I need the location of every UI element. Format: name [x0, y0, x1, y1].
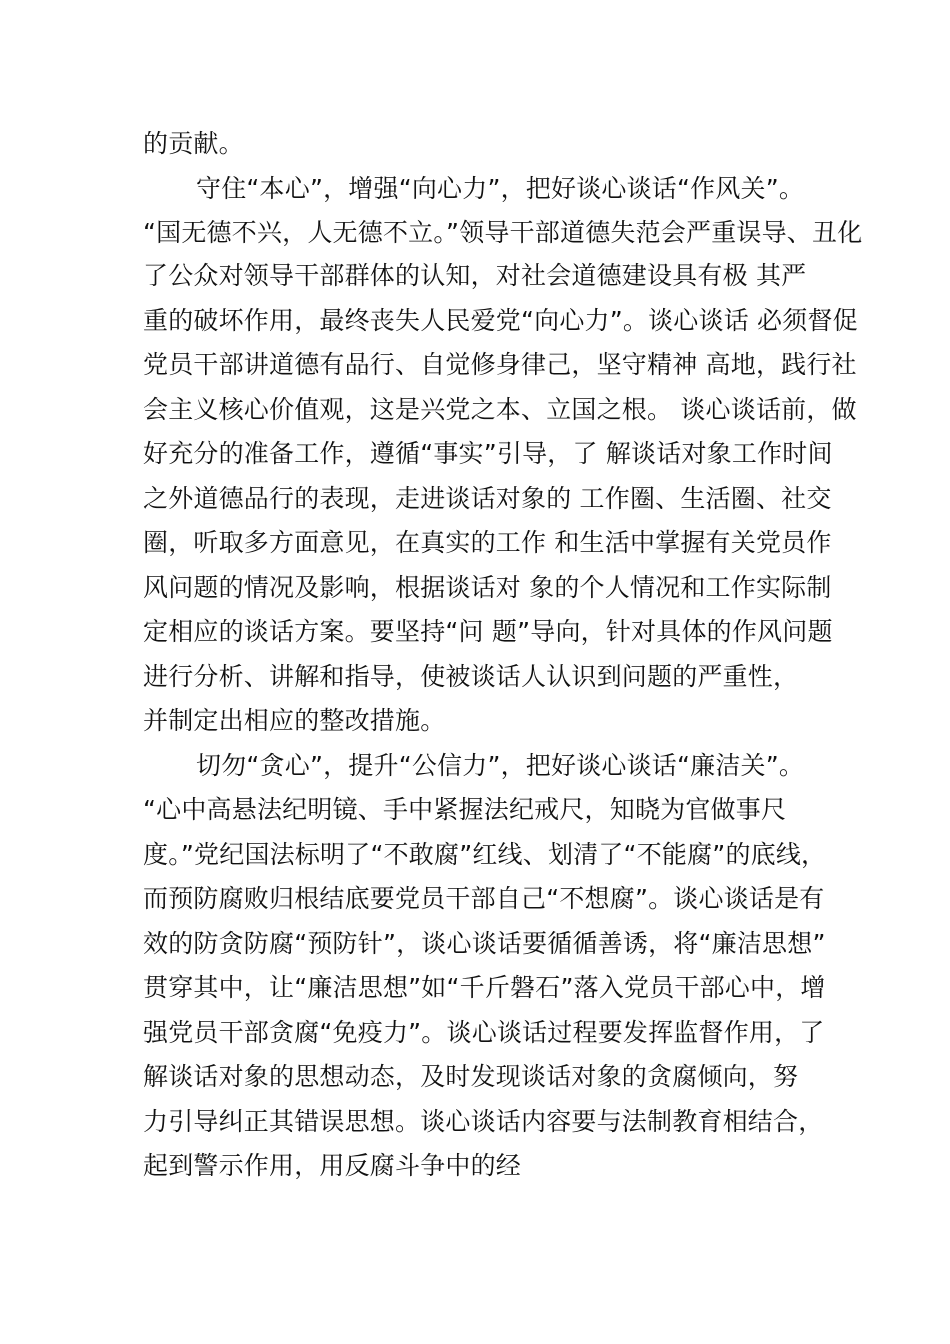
text-line: 效的防贪防腐“预防针”，谈心谈话要循循善诱，将“廉洁思想” — [143, 929, 826, 958]
text-line: 度。”党纪国法标明了“不敢腐”红线、划清了“不能腐”的底线， — [143, 840, 827, 869]
text-line: 并制定出相应的整改措施。 — [143, 706, 446, 735]
text-line: “国无德不兴，人无德不立。”领导干部道德失范会严重误导、丑化 — [143, 218, 863, 247]
text-line: 之外道德品行的表现，走进谈话对象的 工作圈、生活圈、社交 — [143, 484, 832, 513]
text-line: 强党员干部贪腐“免疫力”。谈心谈话过程要发挥监督作用，了 — [143, 1018, 825, 1047]
text-line: 重的破坏作用，最终丧失人民爱党“向心力”。谈心谈话 必须督促 — [143, 306, 858, 335]
text-line: 而预防腐败归根结底要党员干部自己“不想腐”。谈心谈话是有 — [143, 884, 825, 913]
paragraph-heading: 切勿“贪心”，提升“公信力”，把好谈心谈话“廉洁关”。 — [196, 751, 805, 780]
text-line: 会主义核心价值观，这是兴党之本、立国之根。 谈心谈话前，做 — [143, 395, 857, 424]
text-line: 风问题的情况及影响，根据谈话对 象的个人情况和工作实际制 — [143, 573, 832, 602]
text-line: 好充分的准备工作，遵循“事实”引导，了 解谈话对象工作时间 — [143, 439, 833, 468]
text-line: 党员干部讲道德有品行、自觉修身律己，坚守精神 高地，践行社 — [143, 350, 857, 379]
text-line: 力引导纠正其错误思想。谈心谈话内容要与法制教育相结合， — [143, 1107, 824, 1136]
text-line: 的贡献。 — [143, 129, 244, 158]
paragraph-heading: 守住“本心”，增强“向心力”，把好谈心谈话“作风关”。 — [196, 174, 805, 203]
text-line: 贯穿其中，让“廉洁思想”如“千斤磐石”落入党员干部心中，增 — [143, 973, 826, 1002]
text-line: 解谈话对象的思想动态，及时发现谈话对象的贪腐倾向，努 — [143, 1062, 799, 1091]
text-line: 进行分析、讲解和指导，使被谈话人认识到问题的严重性， — [143, 662, 799, 691]
text-line: 定相应的谈话方案。要坚持“问 题”导向，针对具体的作风问题 — [143, 617, 833, 646]
text-line: “心中高悬法纪明镜、手中紧握法纪戒尺，知晓为官做事尺 — [143, 795, 787, 824]
text-line: 了公众对领导干部群体的认知，对社会道德建设具有极 其严 — [143, 261, 807, 290]
text-line: 圈，听取多方面意见，在真实的工作 和生活中掌握有关党员作 — [143, 528, 832, 557]
text-line: 起到警示作用，用反腐斗争中的经 — [143, 1151, 522, 1180]
